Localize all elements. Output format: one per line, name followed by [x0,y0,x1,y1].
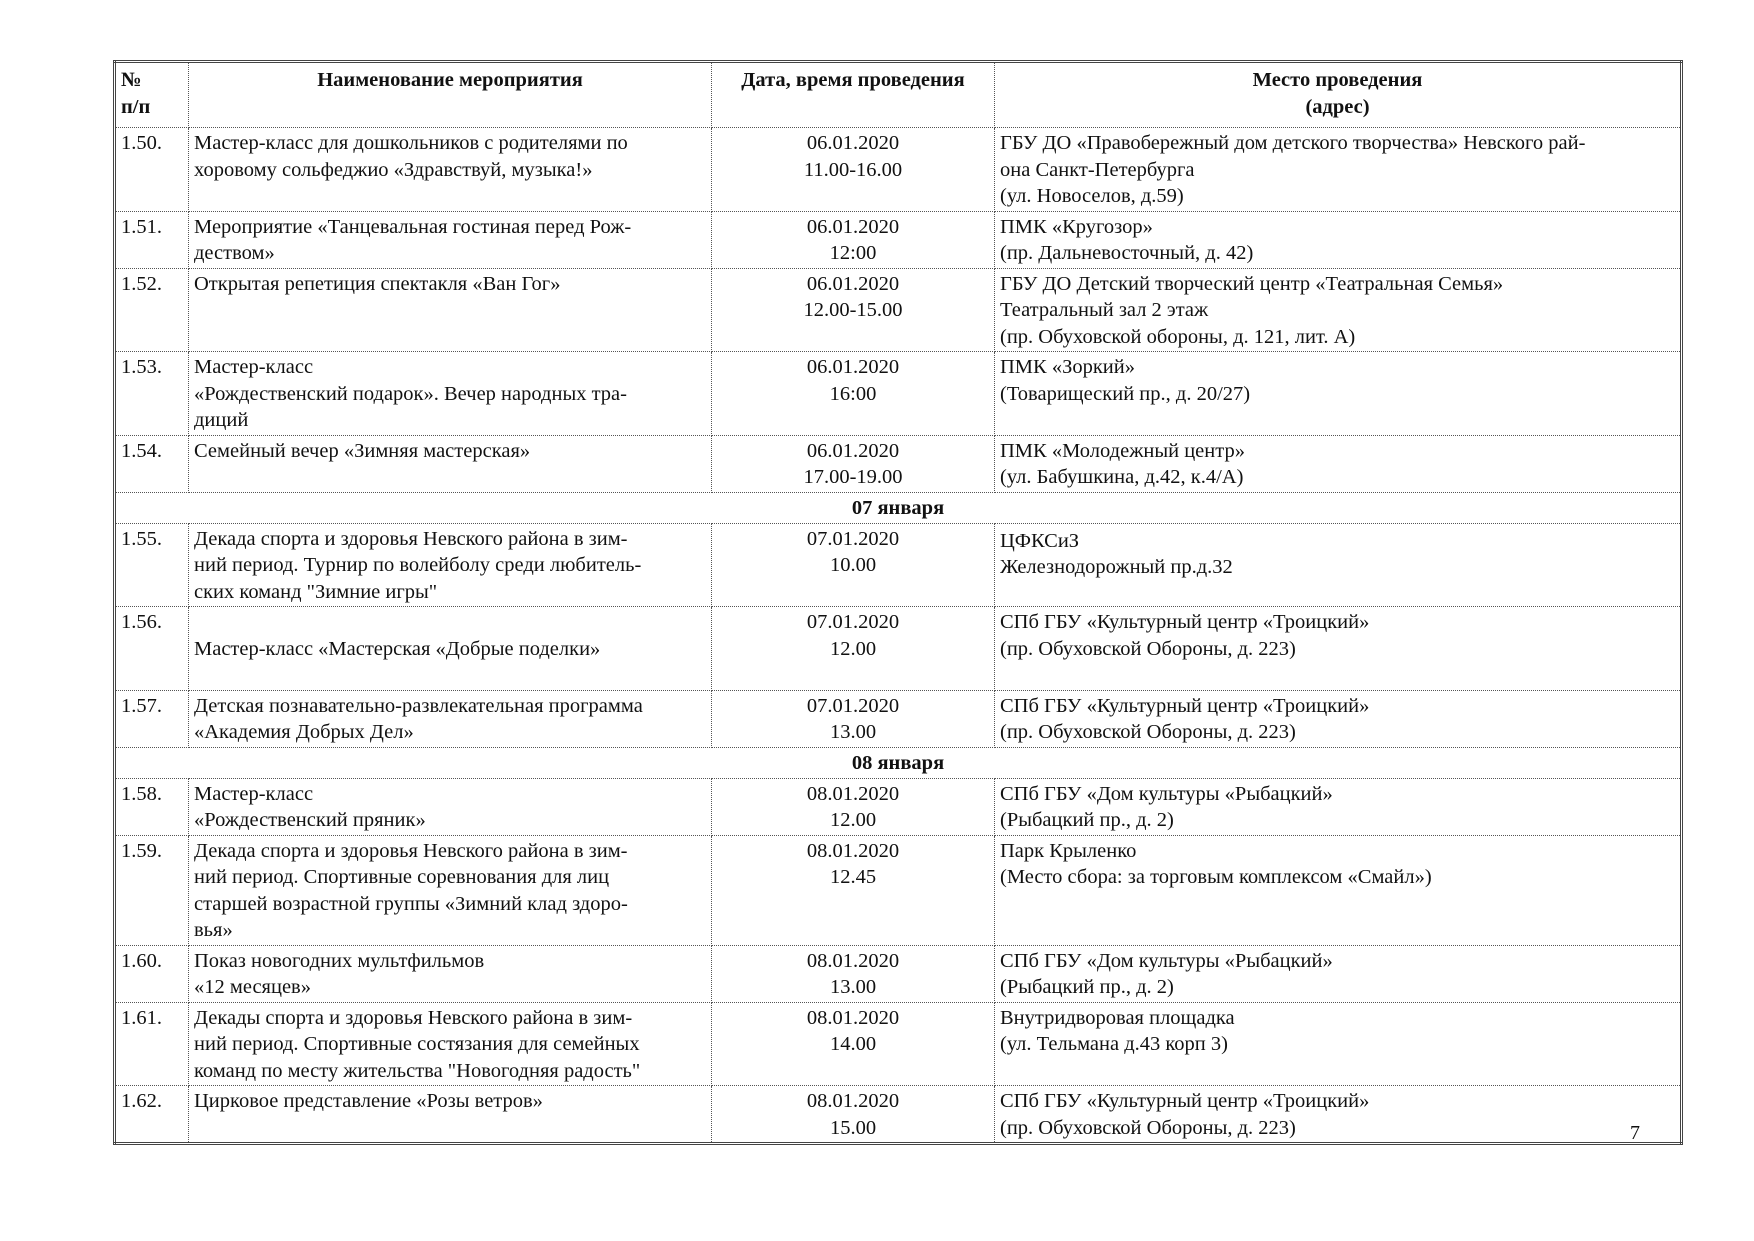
event-date-cell-line: 16:00 [829,382,877,405]
event-name-cell-line: Декада спорта и здоровья Невского района в зим- [194,527,628,550]
event-date-cell-line: 08.01.2020 [806,1090,900,1112]
event-name-cell [189,835,712,945]
event-date-cell [712,523,995,607]
event-name-cell-line: Показ новогодних мультфильмов [194,949,485,972]
row-number: 1.62. [115,1086,189,1144]
event-date-cell-line: 11.00-16.00 [803,158,903,181]
row-number: 1.56. [115,607,189,691]
event-name-cell-line: Открытая репетиция спектакля «Ван Гог» [194,272,561,295]
event-date-cell [712,607,995,691]
event-date-cell-line: 17.00-19.00 [803,466,903,488]
event-name-cell-line: Мастер-класс «Мастерская «Добрые поделки» [194,637,601,660]
day-heading: 08 января [115,747,1682,778]
event-venue-cell-line: ЦФКСиЗ [1000,529,1080,552]
event-venue-cell-line: ПМК «Зоркий» [1000,356,1136,378]
event-date-cell [712,435,995,492]
event-venue-cell-line: Театральный зал 2 этаж [1000,299,1209,321]
event-date-cell-line: 10.00 [829,554,877,576]
event-name-cell-line: Детская познавательно-развлекательная программа [194,694,643,717]
event-venue-cell-line: Железнодорожный пр.д.32 [1000,556,1233,578]
event-venue-cell-line: (Место сбора: за торговым комплексом «Смайл») [1000,866,1432,888]
event-date-cell-line: 06.01.2020 [806,215,900,238]
event-date-cell [712,128,995,212]
event-name-cell-line: деством» [194,242,275,264]
event-name-cell-line: команд по месту жительства "Новогодняя радость" [194,1059,641,1082]
event-name-cell [189,1086,712,1144]
event-name-cell [189,268,712,352]
table-row [115,778,1682,835]
event-venue-cell-line: (Рыбацкий пр., д. 2) [1000,976,1174,998]
row-number: 1.58. [115,778,189,835]
header-venue: Место проведения (адрес) [995,62,1682,128]
event-name-cell-line: хоровому сольфеджио «Здравствуй, музыка!» [194,158,593,181]
event-name-cell-line: Мастер-класс [194,356,314,378]
event-venue-cell [995,268,1682,352]
event-name-cell-line: Мероприятие «Танцевальная гостиная перед Рож- [194,215,632,238]
event-date-cell [712,1002,995,1086]
event-venue-cell-line: ГБУ ДО «Правобережный дом детского творчества» Невского рай- [1000,132,1586,154]
event-venue-cell-line: СПб ГБУ «Культурный центр «Троицкий» [1000,1090,1370,1112]
event-venue-cell-line: (пр. Дальневосточный, д. 42) [1000,242,1254,264]
table-row [115,945,1682,1002]
table-row [115,1002,1682,1086]
event-date-cell-line: 12:00 [829,242,877,264]
event-date-cell [712,211,995,268]
event-venue-cell-line: (пр. Обуховской Обороны, д. 223) [1000,1116,1296,1139]
event-name-cell-line: диций [194,409,249,431]
event-venue-cell [995,778,1682,835]
event-name-cell [189,778,712,835]
event-name-cell-line: Мастер-класс для дошкольников с родителями по [194,132,628,154]
event-venue-cell [995,835,1682,945]
table-row [115,268,1682,352]
event-name-cell [189,1002,712,1086]
event-date-cell [712,352,995,436]
events-table [113,60,1683,1145]
event-date-cell-line: 07.01.2020 [806,527,900,550]
event-date-cell-line: 07.01.2020 [806,694,900,717]
event-name-cell-line: ний период. Спортивные соревнования для лиц [194,866,610,888]
event-venue-cell-line: (Рыбацкий пр., д. 2) [1000,809,1174,831]
event-name-cell [189,211,712,268]
event-date-cell-line: 12.00 [829,809,877,831]
event-name-cell-line: «Академия Добрых Дел» [194,721,414,743]
table-header-row [115,62,1682,128]
event-date-cell-line: 06.01.2020 [806,356,900,378]
row-number: 1.57. [115,690,189,747]
event-venue-cell [995,352,1682,436]
event-date-cell-line: 08.01.2020 [806,949,900,972]
event-venue-cell [995,945,1682,1002]
event-name-cell-line: старшей возрастной группы «Зимний клад здоро- [194,892,628,915]
event-venue-cell-line: СПб ГБУ «Дом культуры «Рыбацкий» [1000,782,1333,805]
event-date-cell-line: 12.00-15.00 [803,299,903,321]
event-venue-cell [995,690,1682,747]
event-venue-cell-line: Парк Крыленко [1000,839,1137,862]
event-date-cell-line: 08.01.2020 [806,839,900,862]
table-row [115,352,1682,436]
event-name-cell-line [194,662,706,689]
event-name-cell [189,128,712,212]
event-venue-cell-line: СПб ГБУ «Культурный центр «Троицкий» [1000,611,1370,633]
event-date-cell-line: 07.01.2020 [806,611,900,633]
event-name-cell-line: вья» [194,919,233,941]
table-row [115,128,1682,212]
row-number: 1.54. [115,435,189,492]
event-venue-cell-line: (Товарищеский пр., д. 20/27) [1000,382,1251,405]
event-name-cell-line: ских команд "Зимние игры" [194,580,438,603]
event-name-cell-line: ний период. Спортивные состязания для семейных [194,1033,640,1055]
event-name-cell-line: Декады спорта и здоровья Невского района в зим- [194,1006,633,1029]
event-date-cell [712,945,995,1002]
event-date-cell [712,268,995,352]
event-date-cell [712,835,995,945]
event-name-cell [189,945,712,1002]
header-event-name: Наименование мероприятия [189,62,712,128]
event-name-cell-line: Декада спорта и здоровья Невского района в зим- [194,839,628,862]
event-date-cell-line: 14.00 [829,1033,877,1055]
event-date-cell-line: 08.01.2020 [806,782,900,805]
event-venue-cell [995,523,1682,607]
event-name-cell-line: «Рождественский пряник» [194,809,426,831]
event-date-cell-line: 06.01.2020 [806,132,900,154]
event-venue-cell [995,211,1682,268]
day-separator-row [115,747,1682,778]
event-venue-cell [995,435,1682,492]
table-row [115,835,1682,945]
event-venue-cell-line: (пр. Обуховской Обороны, д. 223) [1000,721,1296,743]
day-heading: 07 января [115,492,1682,523]
event-venue-cell-line: (пр. Обуховской Обороны, д. 223) [1000,637,1296,660]
row-number: 1.50. [115,128,189,212]
table-row [115,607,1682,691]
page-number: 7 [1630,1122,1640,1144]
header-date-time: Дата, время проведения [712,62,995,128]
header-number: № п/п [115,62,189,128]
event-date-cell [712,1086,995,1144]
event-name-cell [189,607,712,691]
event-name-cell-line: Семейный вечер «Зимняя мастерская» [194,439,531,462]
event-name-cell [189,690,712,747]
event-name-cell-line: Цирковое представление «Розы ветров» [194,1090,543,1112]
event-venue-cell-line: ПМК «Молодежный центр» [1000,439,1245,462]
event-name-cell-line [194,609,706,636]
event-name-cell-line: Мастер-класс [194,782,314,805]
event-venue-cell [995,1086,1682,1144]
row-number: 1.59. [115,835,189,945]
event-venue-cell [995,128,1682,212]
event-date-cell-line: 13.00 [829,976,877,998]
event-date-cell-line: 13.00 [829,721,877,743]
event-date-cell-line: 15.00 [829,1116,877,1139]
event-venue-cell-line: СПб ГБУ «Дом культуры «Рыбацкий» [1000,949,1333,972]
table-row [115,211,1682,268]
event-venue-cell-line: СПб ГБУ «Культурный центр «Троицкий» [1000,694,1370,717]
table-row [115,435,1682,492]
table-row [115,523,1682,607]
event-name-cell [189,435,712,492]
row-number: 1.55. [115,523,189,607]
event-venue-cell-line: (ул. Тельмана д.43 корп 3) [1000,1033,1228,1055]
event-date-cell-line: 12.45 [829,866,877,888]
event-venue-cell-line: ПМК «Кругозор» [1000,215,1153,238]
event-date-cell [712,690,995,747]
row-number: 1.51. [115,211,189,268]
event-venue-cell [995,1002,1682,1086]
event-venue-cell-line: (ул. Новоселов, д.59) [1000,185,1184,207]
event-date-cell [712,778,995,835]
event-date-cell-line: 06.01.2020 [806,272,900,295]
row-number: 1.52. [115,268,189,352]
event-venue-cell-line: она Санкт-Петербурга [1000,158,1195,181]
event-venue-cell-line: ГБУ ДО Детский творческий центр «Театральная Семья» [1000,272,1504,295]
table-body [115,128,1682,1144]
event-name-cell [189,352,712,436]
table-row [115,690,1682,747]
row-number: 1.60. [115,945,189,1002]
event-name-cell [189,523,712,607]
table-row [115,1086,1682,1144]
event-name-cell-line: ний период. Турнир по волейболу среди любитель- [194,554,642,576]
event-date-cell-line: 08.01.2020 [806,1006,900,1029]
event-date-cell-line: 12.00 [829,637,877,660]
row-number: 1.61. [115,1002,189,1086]
event-name-cell-line: «12 месяцев» [194,976,311,998]
event-date-cell-line: 06.01.2020 [806,439,900,462]
event-venue-cell-line: Внутридворовая площадка [1000,1006,1235,1029]
row-number: 1.53. [115,352,189,436]
event-venue-cell-line: (ул. Бабушкина, д.42, к.4/А) [1000,466,1244,488]
day-separator-row [115,492,1682,523]
event-name-cell-line: «Рождественский подарок». Вечер народных тра- [194,382,627,405]
event-venue-cell [995,607,1682,691]
event-venue-cell-line: (пр. Обуховской обороны, д. 121, лит. А) [1000,325,1356,348]
